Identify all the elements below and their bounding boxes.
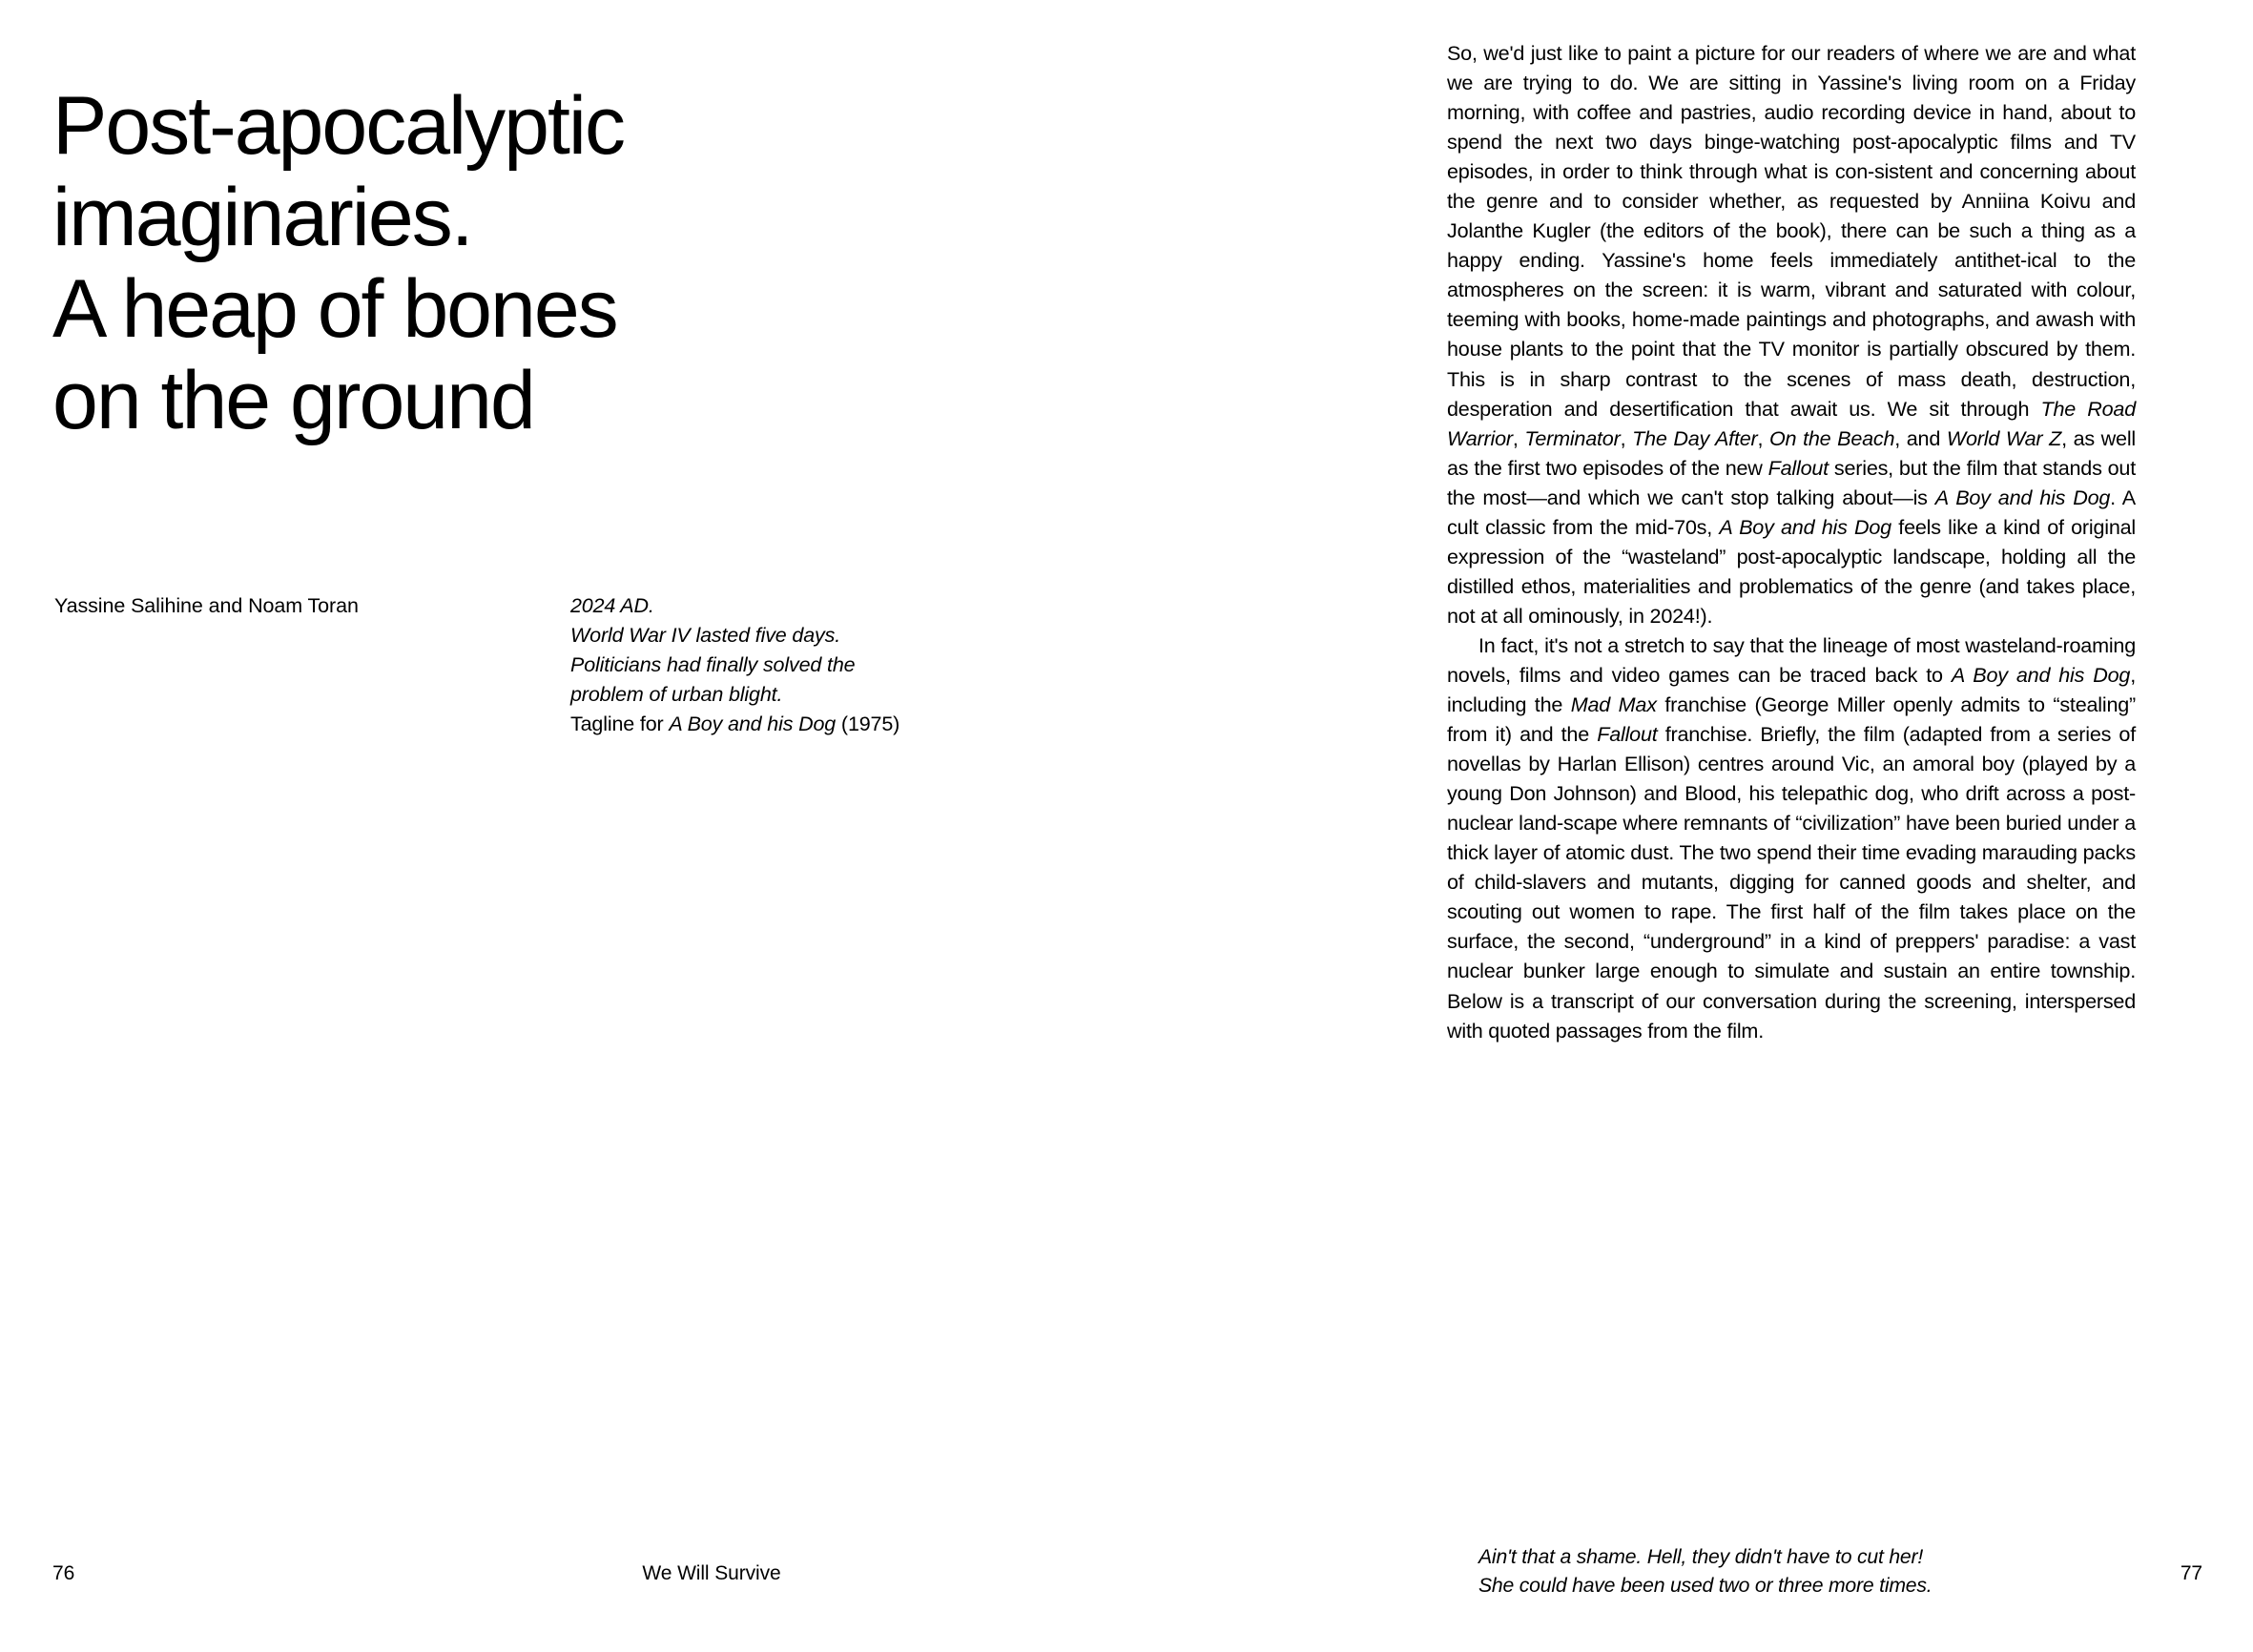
p1-seg-5: feels like a kind of original expression of the “wasteland” post-apocalyptic landscape, holding all the distilled ethos, materialities and problematics of the genre (and takes place, not at all ominously, in 2024!). [1447,514,2136,628]
title-line-3: A heap of bones [52,262,617,355]
p1-sep-4: , and [1894,425,1947,450]
epigraph-line-2: World War IV lasted five days. [570,624,841,647]
film-title-the-day-after: The Day After [1632,425,1758,450]
p1-seg-3: series, but the film that stands out the most—and which we can't stop talking about—is [1447,455,2136,509]
epigraph-line-1: 2024 AD. [570,594,654,617]
epigraph-source-title: A Boy and his Dog [669,712,837,735]
film-title-terminator: Terminator [1524,425,1621,450]
film-quote-line-2: She could have been used two or three more times. [1478,1575,1933,1597]
epigraph-source-prefix: Tagline for [570,712,670,735]
body-column [1447,38,2136,1045]
p1-seg-4: . A cult classic from the mid-70s, [1447,485,2136,539]
title-line-2: imaginaries. [52,171,472,263]
title-line-1: Post-apocalyptic [52,79,624,172]
film-quote [1478,1543,2137,1600]
paragraph-1 [1447,38,2136,630]
film-title-a-boy-and-his-dog-2: A Boy and his Dog [1719,514,1891,539]
film-title-fallout-2: Fallout [1597,722,1658,747]
folio-right: 77 [2180,1562,2202,1584]
paragraph-2 [1447,630,2136,1045]
folio-left: 76 [52,1562,75,1584]
epigraph-line-4: problem of urban blight. [570,683,783,706]
film-title-road-warrior: The Road Warrior [1447,396,2136,450]
p1-sep-3: , [1757,425,1769,450]
title-line-4: on the ground [52,354,534,446]
p1-sep-1: , [1512,425,1525,450]
film-title-fallout-1: Fallout [1767,455,1829,480]
epigraph [570,591,981,739]
p1-sep-2: , [1620,425,1633,450]
p1-seg-2: , as well as the first two episodes of the new [1447,425,2136,480]
film-title-a-boy-and-his-dog-1: A Boy and his Dog [1934,485,2111,509]
running-head: We Will Survive [642,1562,781,1584]
film-title-on-the-beach: On the Beach [1768,425,1895,450]
authors-byline: Yassine Salihine and Noam Toran [54,594,359,617]
epigraph-source-suffix: (1975) [836,712,900,735]
epigraph-line-3: Politicians had finally solved the [570,653,856,676]
right-page [1423,0,2253,1652]
p2-seg-4: franchise. Briefly, the film (adapted from a series of novellas by Harlan Ellison) centres around Vic, an amoral boy (played by a young Don Johnson) and Blood, his telepathic dog, who drift across a post-nuclear land-scape where remnants of “civilization” have been buried under a thick layer of atomic dust. The two spend their time evading marauding packs of child-slavers and mutants, digging for canned goods and shelter, and scouting out women to rape. The first half of the film takes place on the surface, the second, “underground” in a kind of preppers' paradise: a vast nuclear bunker large enough to simulate and sustain an entire township. Below is a transcript of our conversation during the screening, interspersed with quoted passages from the film. [1447,722,2137,1043]
p2-seg-2: , including the [1447,662,2136,717]
film-title-a-boy-and-his-dog-3: A Boy and his Dog [1951,662,2131,687]
left-page-footer [0,1562,1423,1600]
film-title-world-war-z: World War Z [1946,425,2062,450]
film-quote-line-1: Ain't that a shame. Hell, they didn't have to cut her! [1478,1546,1924,1568]
page-title [52,80,1006,446]
p1-seg-1: So, we'd just like to paint a picture for our readers of where we are and what we are trying to do. We are sitting in Yassine's living room on a Friday morning, with coffee and pastries, audio recording device in hand, about to spend the next two days binge-watching post-apocalyptic films and TV episodes, in order to think through what is con-sistent and concerning about the genre and to consider whether, as requested by Anniina Koivu and Jolanthe Kugler (the editors of the book), there can be such a thing as a happy ending. Yassine's home feels immediately antithet-ical to the atmospheres on the screen: it is warm, vibrant and saturated with colour, teeming with books, home-made paintings and photographs, and awash with house plants to the point that the TV monitor is partially obscured by them. This is in sharp contrast to the scenes of mass death, destruction, desperation and desertification that await us. We sit through [1447,41,2136,421]
film-title-mad-max: Mad Max [1570,692,1657,717]
p2-seg-3: franchise (George Miller openly admits to “stealing” from it) and the [1447,692,2136,747]
epigraph-source [570,710,981,739]
p2-seg-1: In fact, it's not a stretch to say that the lineage of most wasteland-roaming novels, films and video games can be traced back to [1447,632,2136,687]
